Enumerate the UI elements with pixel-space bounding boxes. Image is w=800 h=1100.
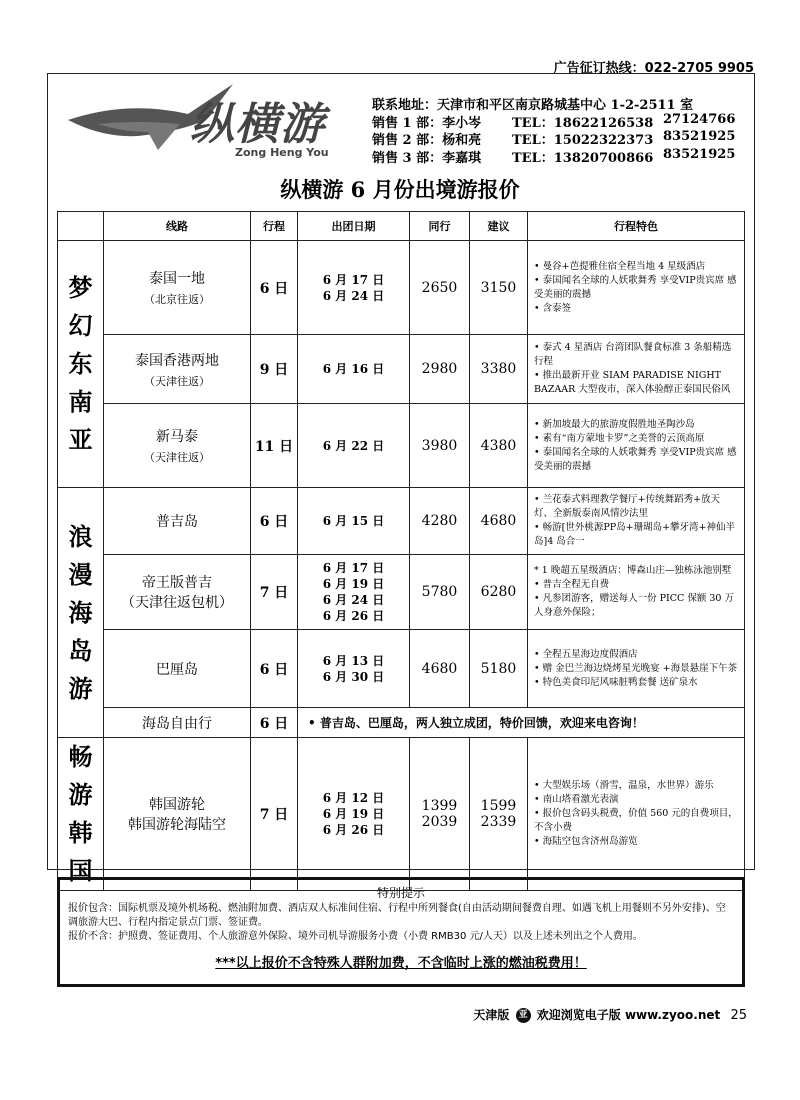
cat-char: 岛 (68, 635, 93, 665)
peer-price: 4680 (410, 630, 470, 708)
category-korea (58, 738, 104, 891)
feature: • 南山塔看激光表演 (534, 794, 619, 805)
feature: • 全程五星海边度假酒店 (534, 648, 638, 660)
cat-char: 游 (68, 780, 93, 809)
dates-cell (298, 630, 410, 708)
feature: • 报价包含码头税费，价值 560 元的自费项目，不含小费 (534, 808, 738, 833)
category-southeast-asia (58, 241, 104, 488)
tel-label: TEL： (512, 133, 554, 148)
address-value: 天津市和平区南京路城基中心 1-2-2511 室 (437, 98, 694, 113)
price: 1599 (480, 798, 517, 814)
suggest-price: 3380 (470, 335, 528, 404)
feature: • 泰国闻名全球的人妖歌舞秀 享受VIP贵宾席 感受美丽的震撼 (534, 274, 737, 300)
notes-title: 特别提示 (376, 886, 425, 900)
route-departure: （北京往返） (144, 293, 210, 306)
features-line: • 普吉岛、巴厘岛，两人独立成团，特价回馈，欢迎来电咨询！ (298, 708, 745, 738)
dates-cell (298, 738, 410, 891)
features-cell (528, 555, 745, 630)
tel-number: 18622126538 (553, 116, 654, 131)
date: 6 月 26 日 (322, 609, 385, 623)
cat-char: 东 (68, 349, 93, 378)
date: 6 月 12 日 (322, 791, 385, 805)
peer-price (410, 738, 470, 891)
feature: • 特色美食印尼风味脏鸭套餐 送矿泉水 (534, 676, 698, 688)
table-row (58, 488, 745, 555)
features-cell (528, 488, 745, 555)
route-name: 普吉岛 (156, 514, 198, 530)
peer-price: 5780 (410, 555, 470, 630)
date: 6 月 19 日 (322, 577, 385, 591)
route-name: 巴厘岛 (156, 661, 198, 678)
days-cell: 9 日 (251, 335, 298, 404)
price: 1399 (421, 798, 458, 814)
cat-char: 漫 (68, 559, 93, 589)
sales-label: 销售 1 部：李小岑 (372, 116, 482, 131)
feature: • 大型娱乐场（滑雪，温泉，水世界）游乐 (534, 780, 714, 791)
days-cell: 11 日 (251, 404, 298, 488)
cat-char: 韩 (68, 818, 93, 847)
features-cell (528, 241, 745, 335)
header-days: 行程 (251, 212, 298, 241)
route-cell (104, 404, 251, 488)
sales-label: 销售 2 部：杨和亮 (372, 133, 482, 148)
date: 6 月 30 日 (322, 669, 385, 684)
header-category (58, 212, 104, 241)
cat-char: 畅 (68, 742, 93, 771)
table-header (58, 212, 745, 241)
route-cell (104, 335, 251, 404)
sales-3 (372, 147, 736, 166)
ad-hotline: 广告征订热线：022-2705 9905 (553, 61, 754, 76)
route-name: 韩国游轮 (149, 797, 205, 813)
date: 6 月 24 日 (322, 593, 385, 607)
phone-number: 83521925 (663, 129, 736, 144)
table-row (58, 555, 745, 630)
feature: • 畅游[世外桃源PP岛+珊瑚岛+攀牙湾+神仙半岛]4 岛合一 (534, 522, 735, 547)
days-cell: 7 日 (251, 555, 298, 630)
peer-price: 2650 (410, 241, 470, 335)
feature: • 赠 金巴兰海边烧烤星光晚宴 +海景悬崖下午茶 (534, 662, 738, 674)
feature: • 海陆空包含济州岛游览 (534, 836, 638, 847)
special-notes (57, 877, 745, 987)
features-cell (528, 630, 745, 708)
footer (473, 1006, 747, 1023)
date: 6 月 19 日 (322, 807, 385, 821)
route-name: 泰国香港两地 (135, 352, 219, 369)
peer-price: 3980 (410, 404, 470, 488)
logo-subtitle: Zong Heng You (235, 146, 329, 159)
route-name: 泰国一地 (149, 271, 205, 287)
address-label: 联系地址： (372, 98, 438, 113)
footer-edition: 天津版 (473, 1008, 510, 1022)
route-departure: （天津往返包机） (121, 595, 233, 611)
feature: • 兰花泰式料理教学餐厅+传统舞蹈秀+放天灯、全新版泰南风情沙法里 (534, 494, 721, 519)
tel-number: 13820700866 (553, 151, 654, 166)
dates-cell (298, 335, 410, 404)
cat-char: 幻 (68, 311, 93, 340)
sales-label: 销售 3 部：李嘉琪 (372, 151, 482, 166)
route-departure: （天津往返） (144, 451, 210, 464)
suggest-price: 5180 (470, 630, 528, 708)
table-row (58, 630, 745, 708)
days-cell: 6 日 (251, 488, 298, 555)
feature: • 含泰签 (534, 302, 572, 314)
badge-icon: 亚 (516, 1008, 531, 1023)
route-cell (104, 630, 251, 708)
route-name: 海岛自由行 (142, 715, 212, 732)
tel-label: TEL： (512, 151, 554, 166)
header-suggest: 建议 (470, 212, 528, 241)
table-row (58, 708, 745, 738)
price: 2339 (480, 814, 517, 830)
route-name: 韩国游轮海陆空 (128, 817, 226, 833)
date: 6 月 16 日 (322, 362, 385, 376)
page-title: 纵横游 6 月份出境游报价 (280, 177, 520, 202)
notes-excluded: 报价不含：护照费、签证费用、个人旅游意外保险、境外司机导游服务小费（小费 RMB30 元/人天）以及上述未列出之个人费用。 (68, 931, 643, 942)
cat-char: 南 (68, 387, 93, 416)
tel-number: 15022322373 (553, 133, 654, 148)
route-cell (104, 488, 251, 555)
phone-number: 83521925 (663, 147, 736, 162)
suggest-price: 6280 (470, 555, 528, 630)
suggest-price: 3150 (470, 241, 528, 335)
dates-cell (298, 241, 410, 335)
cat-char: 亚 (68, 425, 93, 454)
feature: • 泰式 4 星酒店 台湾团队餐食标准 3 条船精选行程 (534, 342, 732, 367)
route-cell (104, 241, 251, 335)
route-cell (104, 708, 251, 738)
tel-label: TEL： (512, 116, 554, 131)
cat-char: 浪 (68, 521, 93, 551)
price-table (57, 211, 745, 891)
cat-char: 国 (68, 856, 93, 885)
notes-included: 报价包含：国际机票及境外机场税、燃油附加费、酒店双人标准间住宿、行程中所列餐食(自由活动期间餐费自理、如遇飞机上用餐则不另外安排)、空调旅游大巴、行程内指定景点门票、签证费。 (68, 903, 726, 928)
days-cell: 6 日 (251, 241, 298, 335)
header-peer: 同行 (410, 212, 470, 241)
feature: • 推出最新开业 SIAM PARADISE NIGHT BAZAAR 大型夜市，深入体验醇正泰国民俗风 (534, 370, 731, 395)
header-route: 线路 (104, 212, 251, 241)
date: 6 月 17 日 (322, 272, 385, 287)
date: 6 月 13 日 (322, 653, 385, 668)
feature: • 普吉全程无自费 (534, 579, 610, 590)
dates-cell (298, 404, 410, 488)
dates-cell (298, 488, 410, 555)
category-island-tour (58, 488, 104, 738)
route-departure: （天津往返） (144, 374, 210, 388)
page-number: 25 (730, 1008, 747, 1023)
days-cell: 6 日 (251, 630, 298, 708)
price: 2039 (421, 814, 458, 830)
suggest-price: 4680 (470, 488, 528, 555)
table-row (58, 241, 745, 335)
features-cell (528, 335, 745, 404)
peer-price: 4280 (410, 488, 470, 555)
route-name: 帝王版普吉 (142, 575, 212, 591)
footer-text: 欢迎浏览电子版 www.zyoo.net (536, 1008, 721, 1022)
feature: • 曼谷+芭提雅住宿全程当地 4 星级酒店 (534, 260, 706, 272)
table-row (58, 335, 745, 404)
phone-number: 27124766 (663, 112, 736, 127)
header-dates: 出团日期 (298, 212, 410, 241)
route-name: 新马泰 (156, 429, 198, 445)
table-row (58, 738, 745, 891)
table-row (58, 404, 745, 488)
suggest-price: 4380 (470, 404, 528, 488)
cat-char: 梦 (68, 273, 93, 302)
days-cell: 7 日 (251, 738, 298, 891)
dates-cell (298, 555, 410, 630)
date: 6 月 22 日 (322, 438, 385, 453)
date: 6 月 24 日 (322, 288, 385, 303)
feature: • 凡参团游客，赠送每人一份 PICC 保额 30 万人身意外保险； (534, 593, 734, 618)
features-cell (528, 738, 745, 891)
suggest-price (470, 738, 528, 891)
date: 6 月 15 日 (322, 514, 385, 528)
feature: • 新加坡最大的旅游度假胜地圣陶沙岛 (534, 418, 695, 430)
date: 6 月 17 日 (322, 561, 385, 575)
notes-final: ***以上报价不含特殊人群附加费，不含临时上涨的燃油税费用！ (215, 956, 587, 971)
date: 6 月 26 日 (322, 823, 385, 837)
cat-char: 游 (68, 673, 93, 703)
logo-text: 纵横游 (190, 99, 325, 150)
feature: • 素有“南方蒙地卡罗”之美誉的云顶高原 (534, 432, 705, 444)
cat-char: 海 (68, 597, 93, 627)
peer-price: 2980 (410, 335, 470, 404)
feature: * 1 晚超五星级酒店：博森山庄—独栋泳池别墅 (534, 565, 732, 576)
sales-2 (372, 129, 736, 148)
route-cell (104, 555, 251, 630)
days-cell: 6 日 (251, 708, 298, 738)
route-cell (104, 738, 251, 891)
header-features: 行程特色 (528, 212, 745, 241)
features-cell (528, 404, 745, 488)
feature: • 泰国闻名全球的人妖歌舞秀 享受VIP贵宾席 感受美丽的震撼 (534, 446, 737, 472)
contact-address (372, 94, 693, 113)
